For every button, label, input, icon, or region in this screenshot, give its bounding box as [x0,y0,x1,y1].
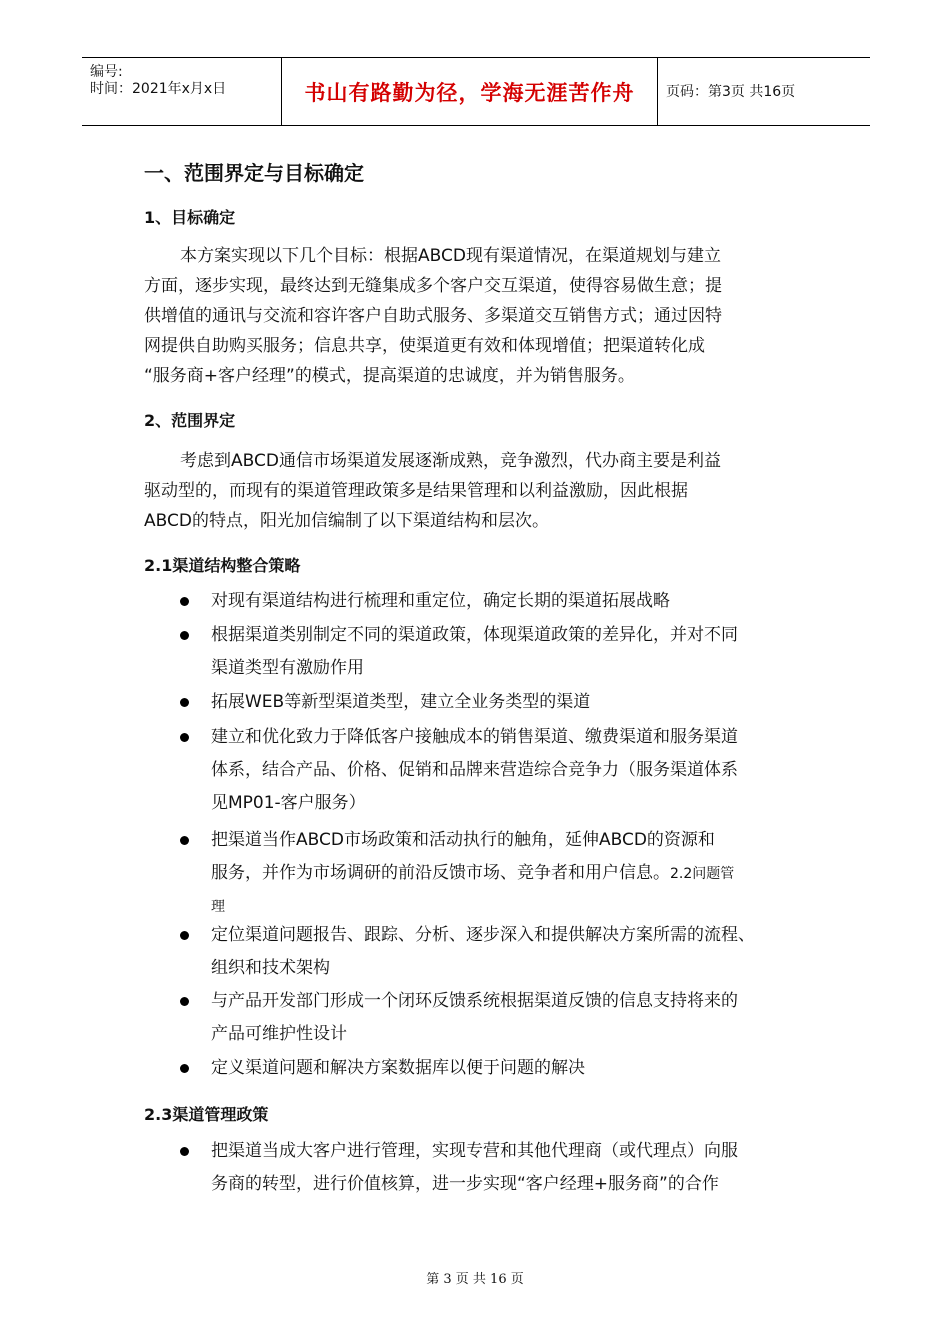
bullet-icon [180,997,189,1006]
list-item-text: 渠道类型有激励作用 [211,658,364,678]
paragraph-line: 供增值的通讯与交流和容许客户自助式服务、多渠道交互销售方式；通过因特 [144,306,722,326]
list-item-text [211,857,831,891]
bullet-icon [180,698,189,707]
header-page-cell [657,58,870,125]
bullet-icon [180,931,189,940]
header-meta-cell [82,58,281,125]
page-code: 页码：第3页 共16页 [666,84,796,100]
heading-channel-structure: 2.1渠道结构整合策略 [144,556,301,575]
bullet-icon [180,1147,189,1156]
inline-heading-fragment: 2.2问题管 [670,866,735,882]
bullet-icon [180,836,189,845]
list-item-text: 定位渠道问题报告、跟踪、分析、逐步深入和提供解决方案所需的流程、 [211,925,755,945]
paragraph-line: 考虑到ABCD通信市场渠道发展逐渐成熟，竞争激烈，代办商主要是利益 [180,451,721,471]
list-item-text: 产品可维护性设计 [211,1024,347,1044]
paragraph-line: 网提供自助购买服务；信息共享，使渠道更有效和体现增值；把渠道转化成 [144,336,705,356]
inline-heading-fragment-end: 理 [211,899,225,915]
heading-scope: 2、范围界定 [144,411,236,430]
bullet-icon [180,597,189,606]
page-header [82,57,870,126]
list-item-text: 与产品开发部门形成一个闭环反馈系统根据渠道反馈的信息支持将来的 [211,991,738,1011]
number-label: 编号: [90,64,123,80]
list-item-text-part: 服务，并作为市场调研的前沿反馈市场、竞争者和用户信息。 [211,863,670,883]
list-item-text: 建立和优化致力于降低客户接触成本的销售渠道、缴费渠道和服务渠道 [211,727,738,747]
list-item-text: 对现有渠道结构进行梳理和重定位，确定长期的渠道拓展战略 [211,591,670,611]
list-item-text: 根据渠道类别制定不同的渠道政策，体现渠道政策的差异化，并对不同 [211,625,738,645]
paragraph-line: “服务商+客户经理”的模式，提高渠道的忠诚度，并为销售服务。 [144,366,635,386]
paragraph-line: ABCD的特点，阳光加信编制了以下渠道结构和层次。 [144,511,549,531]
list-item-text: 拓展WEB等新型渠道类型，建立全业务类型的渠道 [211,692,591,712]
bullet-icon [180,733,189,742]
heading-goal: 1、目标确定 [144,208,236,227]
list-item-text: 见MP01-客户服务） [211,793,366,813]
list-item-text: 组织和技术架构 [211,958,330,978]
bullet-icon [180,1064,189,1073]
section-title: 一、范围界定与目标确定 [144,161,364,185]
list-item-text: 把渠道当作ABCD市场政策和活动执行的触角，延伸ABCD的资源和 [211,830,715,850]
paragraph-line: 本方案实现以下几个目标：根据ABCD现有渠道情况，在渠道规划与建立 [180,246,721,266]
paragraph-line: 方面，逐步实现，最终达到无缝集成多个客户交互渠道，使得容易做生意；提 [144,276,722,296]
list-item-text: 定义渠道问题和解决方案数据库以便于问题的解决 [211,1058,585,1078]
paragraph-line: 驱动型的，而现有的渠道管理政策多是结果管理和以利益激励，因此根据 [144,481,688,501]
header-motto-cell [281,58,658,125]
list-item-text: 把渠道当成大客户进行管理，实现专营和其他代理商（或代理点）向服 [211,1141,738,1161]
bullet-icon [180,631,189,640]
goal-paragraph [144,241,824,391]
page-footer: 第 3 页 共 16 页 [426,1272,524,1287]
list-item-text: 体系，结合产品、价格、促销和品牌来营造综合竞争力（服务渠道体系 [211,760,738,780]
scope-paragraph [144,446,824,536]
motto: 书山有路勤为径，学海无涯苦作舟 [304,81,635,105]
list-item-text: 务商的转型，进行价值核算，进一步实现“客户经理+服务商”的合作 [211,1174,719,1194]
heading-channel-policy: 2.3渠道管理政策 [144,1105,269,1124]
time-label: 时间：2021年x月x日 [90,81,227,97]
